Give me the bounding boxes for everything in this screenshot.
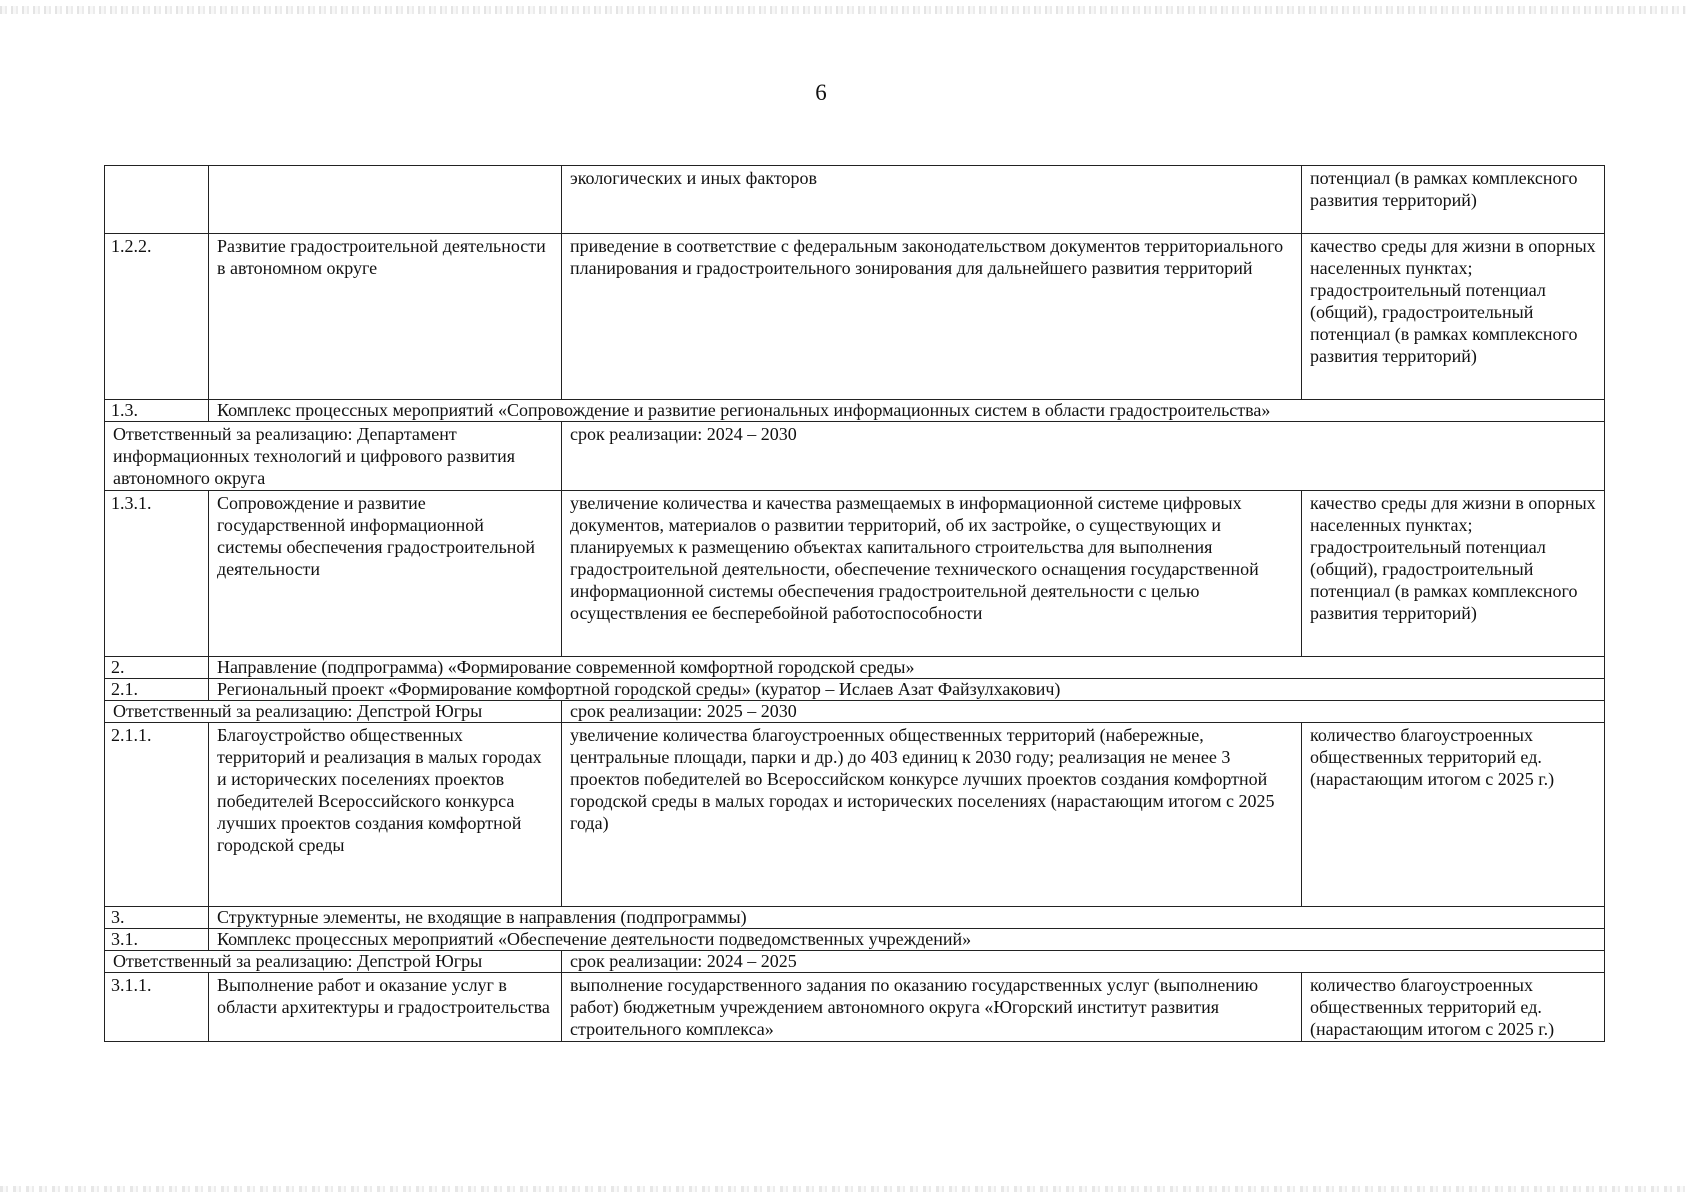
cell-result: увеличение количества и качества размещаемых в информационной системе цифровых документов, материалов о развитии территорий, об их застройке, о существующих и планируемых к размещению объектах капитального строительства для выполнения градостроительной деятельности, обеспечение технического оснащения государственной информационной системы обеспечения градостроительной деятельности с целью осуществления ее бесперебойной работоспособности xyxy=(562,491,1302,657)
cell-name: Развитие градостроительной деятельности в автономном округе xyxy=(209,234,562,400)
section-row xyxy=(105,679,1605,701)
cell-num: 3.1. xyxy=(105,929,209,951)
table-row xyxy=(105,234,1605,400)
term-text: срок реализации: 2025 – 2030 xyxy=(562,701,1605,723)
cell-num: 2.1. xyxy=(105,679,209,701)
cell-indicator: потенциал (в рамках комплексного развития территорий) xyxy=(1302,166,1605,234)
scan-edge-bottom xyxy=(0,1186,1686,1192)
table-row xyxy=(105,723,1605,907)
scan-edge-top xyxy=(0,6,1686,14)
responsible-row xyxy=(105,951,1605,973)
responsible-text: Ответственный за реализацию: Департамент информационных технологий и цифрового развития автономного округа xyxy=(105,422,562,491)
table-row xyxy=(105,166,1605,234)
responsible-text: Ответственный за реализацию: Депстрой Югры xyxy=(105,701,562,723)
responsible-row xyxy=(105,701,1605,723)
cell-name xyxy=(209,166,562,234)
section-title: Структурные элементы, не входящие в направления (подпрограммы) xyxy=(209,907,1605,929)
table-row xyxy=(105,491,1605,657)
term-text: срок реализации: 2024 – 2025 xyxy=(562,951,1605,973)
cell-indicator: количество благоустроенных общественных территорий ед. (нарастающим итогом с 2025 г.) xyxy=(1302,973,1605,1042)
section-row xyxy=(105,657,1605,679)
cell-num: 1.2.2. xyxy=(105,234,209,400)
table-row xyxy=(105,973,1605,1042)
cell-num: 1.3. xyxy=(105,400,209,422)
cell-name: Благоустройство общественных территорий и реализация в малых городах и исторических поселениях проектов победителей Всероссийского конкурса лучших проектов создания комфортной городской среды xyxy=(209,723,562,907)
term-text: срок реализации: 2024 – 2030 xyxy=(562,422,1605,491)
section-title: Региональный проект «Формирование комфортной городской среды» (куратор – Ислаев Азат Файзулхакович) xyxy=(209,679,1605,701)
cell-name: Сопровождение и развитие государственной информационной системы обеспечения градостроительной деятельности xyxy=(209,491,562,657)
program-structure-table xyxy=(104,165,1605,1042)
section-title: Направление (подпрограмма) «Формирование современной комфортной городской среды» xyxy=(209,657,1605,679)
cell-num: 3. xyxy=(105,907,209,929)
section-row xyxy=(105,400,1605,422)
section-row xyxy=(105,907,1605,929)
section-title: Комплекс процессных мероприятий «Обеспечение деятельности подведомственных учреждений» xyxy=(209,929,1605,951)
cell-result: выполнение государственного задания по оказанию государственных услуг (выполнению работ) бюджетным учреждением автономного округа «Югорский институт развития строительного комплекса» xyxy=(562,973,1302,1042)
cell-num: 2. xyxy=(105,657,209,679)
cell-num xyxy=(105,166,209,234)
cell-num: 1.3.1. xyxy=(105,491,209,657)
cell-indicator: качество среды для жизни в опорных населенных пунктах; градостроительный потенциал (общий), градостроительный потенциал (в рамках комплексного развития территорий) xyxy=(1302,234,1605,400)
cell-indicator: качество среды для жизни в опорных населенных пунктах; градостроительный потенциал (общий), градостроительный потенциал (в рамках комплексного развития территорий) xyxy=(1302,491,1605,657)
responsible-row xyxy=(105,422,1605,491)
cell-num: 3.1.1. xyxy=(105,973,209,1042)
page-number: 6 xyxy=(815,80,827,105)
cell-indicator: количество благоустроенных общественных территорий ед. (нарастающим итогом с 2025 г.) xyxy=(1302,723,1605,907)
responsible-text: Ответственный за реализацию: Депстрой Югры xyxy=(105,951,562,973)
cell-num: 2.1.1. xyxy=(105,723,209,907)
section-row xyxy=(105,929,1605,951)
cell-name: Выполнение работ и оказание услуг в области архитектуры и градостроительства xyxy=(209,973,562,1042)
cell-result: приведение в соответствие с федеральным законодательством документов территориального планирования и градостроительного зонирования для дальнейшего развития территорий xyxy=(562,234,1302,400)
cell-result: увеличение количества благоустроенных общественных территорий (набережные, центральные площади, парки и др.) до 403 единиц к 2030 году; реализация не менее 3 проектов победителей во Всероссийском конкурсе лучших проектов создания комфортной городской среды в малых городах и исторических поселениях (нарастающим итогом с 2025 года) xyxy=(562,723,1302,907)
section-title: Комплекс процессных мероприятий «Сопровождение и развитие региональных информационных систем в области градостроительства» xyxy=(209,400,1605,422)
cell-result: экологических и иных факторов xyxy=(562,166,1302,234)
